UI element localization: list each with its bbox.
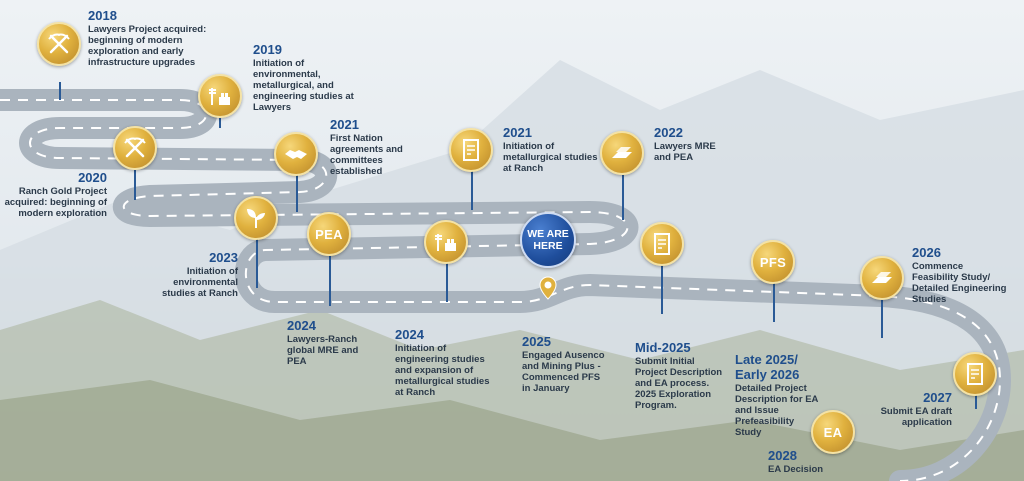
badge-pfs	[751, 240, 795, 284]
pickaxes-icon	[46, 31, 72, 57]
milestone-year: 2018	[88, 8, 117, 23]
milestone-year: 2026	[912, 245, 941, 260]
milestone-2025	[522, 334, 607, 394]
milestone-text: Ranch Gold Project acquired: beginning of modern exploration	[4, 186, 107, 219]
milestone-year: Mid-2025	[635, 340, 691, 355]
stem	[219, 118, 221, 128]
badge-2021-document	[449, 128, 493, 172]
sprout-icon	[243, 205, 269, 231]
infrastructure-icon	[433, 229, 459, 255]
milestone-2019	[253, 42, 358, 113]
pea-label: PEA	[315, 226, 343, 242]
stem	[134, 170, 136, 200]
badge-2023-sprout	[234, 196, 278, 240]
pickaxes-icon	[122, 135, 148, 161]
stem	[296, 172, 298, 212]
milestone-year: 2024	[287, 318, 316, 333]
milestone-2022	[654, 125, 734, 163]
document-check-icon	[962, 361, 988, 387]
milestone-text: EA Decision	[768, 464, 824, 475]
infrastructure-icon	[207, 83, 233, 109]
stem	[622, 175, 624, 220]
milestone-mid-2025	[635, 340, 725, 411]
milestone-year: 2022	[654, 125, 683, 140]
badge-2024-infrastructure	[424, 220, 468, 264]
milestone-text: Submit EA draft application	[880, 406, 952, 428]
milestone-text: Submit Initial Project Description and EA process. 2025 Exploration Program.	[635, 356, 723, 411]
gold-bars-icon	[609, 140, 635, 166]
milestone-year: 2024	[395, 327, 424, 342]
milestone-text: Detailed Project Description for EA and Issue Prefeasibility Study	[735, 383, 819, 438]
milestone-2027	[862, 390, 952, 428]
we-are-here-badge	[520, 212, 576, 268]
milestone-year: 2027	[923, 390, 952, 405]
milestone-year: Late 2025/ Early 2026	[735, 352, 800, 382]
milestone-text: Initiation of environmental, metallurgical, and engineering studies at Lawyers	[253, 58, 354, 113]
badge-2020-pickaxes	[113, 126, 157, 170]
badge-pea	[307, 212, 351, 256]
stem	[329, 256, 331, 306]
milestone-2020	[2, 170, 107, 219]
stem	[446, 262, 448, 302]
milestone-text: Commence Feasibility Study/ Detailed Engineering Studies	[912, 261, 1007, 305]
milestone-year: 2028	[768, 448, 797, 463]
document-check-icon	[458, 137, 484, 163]
badge-2022-gold-bars	[600, 131, 644, 175]
gold-bars-icon	[869, 265, 895, 291]
document-check-icon	[649, 231, 675, 257]
milestone-year: 2020	[78, 170, 107, 185]
milestone-year: 2021	[503, 125, 532, 140]
badge-2019-infrastructure	[198, 74, 242, 118]
milestone-2028	[768, 448, 848, 475]
milestone-2024-global	[287, 318, 372, 367]
milestone-2021-ranch	[503, 125, 598, 174]
milestone-text: Initiation of metallurgical studies at Ranch	[503, 141, 598, 174]
milestone-year: 2021	[330, 117, 359, 132]
stem	[59, 82, 61, 100]
stem	[881, 298, 883, 338]
handshake-icon	[283, 141, 309, 167]
milestone-text: Initiation of environmental studies at Ranch	[161, 266, 238, 299]
pfs-label: PFS	[759, 254, 787, 270]
milestone-text: Initiation of engineering studies and expansion of metallurgical studies at Ranch	[395, 343, 490, 398]
stem	[471, 170, 473, 210]
milestone-text: Lawyers-Ranch global MRE and PEA	[287, 334, 359, 367]
badge-2021-handshake	[274, 132, 318, 176]
milestone-year: 2023	[209, 250, 238, 265]
ea-label: EA	[823, 424, 843, 440]
milestone-2018	[88, 8, 228, 68]
stem	[975, 395, 977, 409]
milestone-2023	[143, 250, 238, 299]
badge-2026-gold-bars	[860, 256, 904, 300]
stem	[773, 282, 775, 322]
badge-2027-document	[953, 352, 997, 396]
milestone-2024-engineering	[395, 327, 495, 398]
milestone-late-2025	[735, 352, 820, 438]
location-pin-icon	[539, 276, 557, 300]
badge-mid-2025-document	[640, 222, 684, 266]
we-are-here-label: WE ARE HERE	[527, 228, 569, 252]
milestone-text: Engaged Ausenco and Mining Plus - Commenced PFS in January	[522, 350, 605, 394]
milestone-text: First Nation agreements and committees established	[330, 133, 403, 177]
milestone-2026	[912, 245, 1007, 305]
stem	[256, 238, 258, 288]
milestone-text: Lawyers MRE and PEA	[654, 141, 716, 163]
stem	[661, 264, 663, 314]
milestone-2021-first-nation	[330, 117, 420, 177]
milestone-text: Lawyers Project acquired: beginning of modern exploration and early infrastructure upgrades	[88, 24, 207, 68]
milestone-year: 2025	[522, 334, 551, 349]
milestone-year: 2019	[253, 42, 282, 57]
badge-2018-pickaxes	[37, 22, 81, 66]
